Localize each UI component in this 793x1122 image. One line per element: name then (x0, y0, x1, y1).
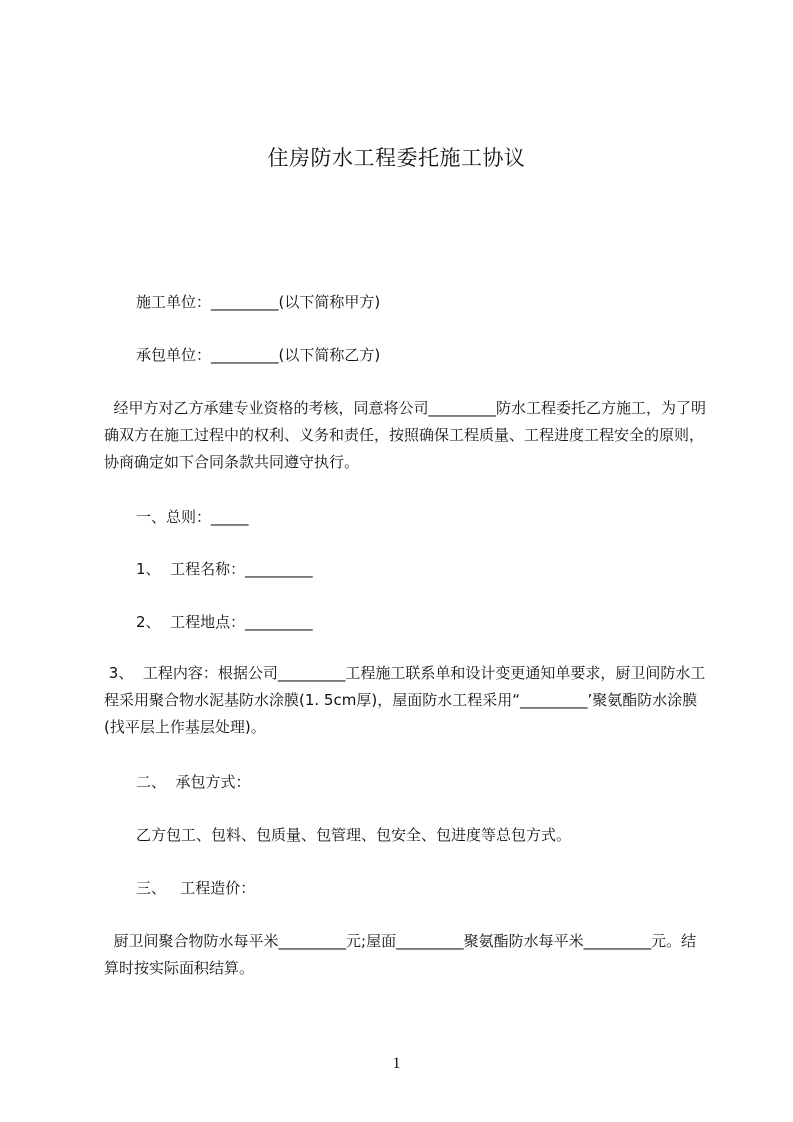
section3-text: 厨卫间聚合物防水每平米_________元;屋面_________聚氨酯防水每平米_________元。结算时按实际面积结算。 (104, 932, 697, 977)
intro-paragraph: 经甲方对乙方承建专业资格的考核，同意将公司_________防水工程委托乙方施工，为了明确双方在施工过程中的权利、义务和责任，按照确保工程质量、工程进度工程安全的原则，协商确定如下合同条款共同遵守执行。 (104, 399, 707, 471)
page-number: 1 (392, 1055, 401, 1072)
section2-text: 乙方包工、包料、包质量、包管理、包安全、包进度等总包方式。 (136, 826, 572, 844)
section3-heading: 三、 工程造价： (136, 879, 256, 897)
section2-heading: 二、 承包方式： (136, 773, 251, 791)
document-title: 住房防水工程委托施工协议 (267, 146, 526, 170)
party-a-line: 施工单位：_________(以下简称甲方) (136, 293, 381, 311)
item2-project-location: 2、 工程地点：_________ (136, 613, 313, 631)
item1-project-name: 1、 工程名称：_________ (136, 560, 313, 578)
section1-heading: 一、总则：_____ (136, 508, 249, 526)
item3-project-content: 3、 工程内容：根据公司_________工程施工联系单和设计变更通知单要求，厨卫间防水工程采用聚合物水泥基防水涂膜(1. 5cm厚)，屋面防水工程采用“_________’聚氨酯防水涂膜(找平层上作基层处理)。 (104, 664, 706, 736)
party-b-line: 承包单位：_________(以下简称乙方) (136, 346, 381, 364)
